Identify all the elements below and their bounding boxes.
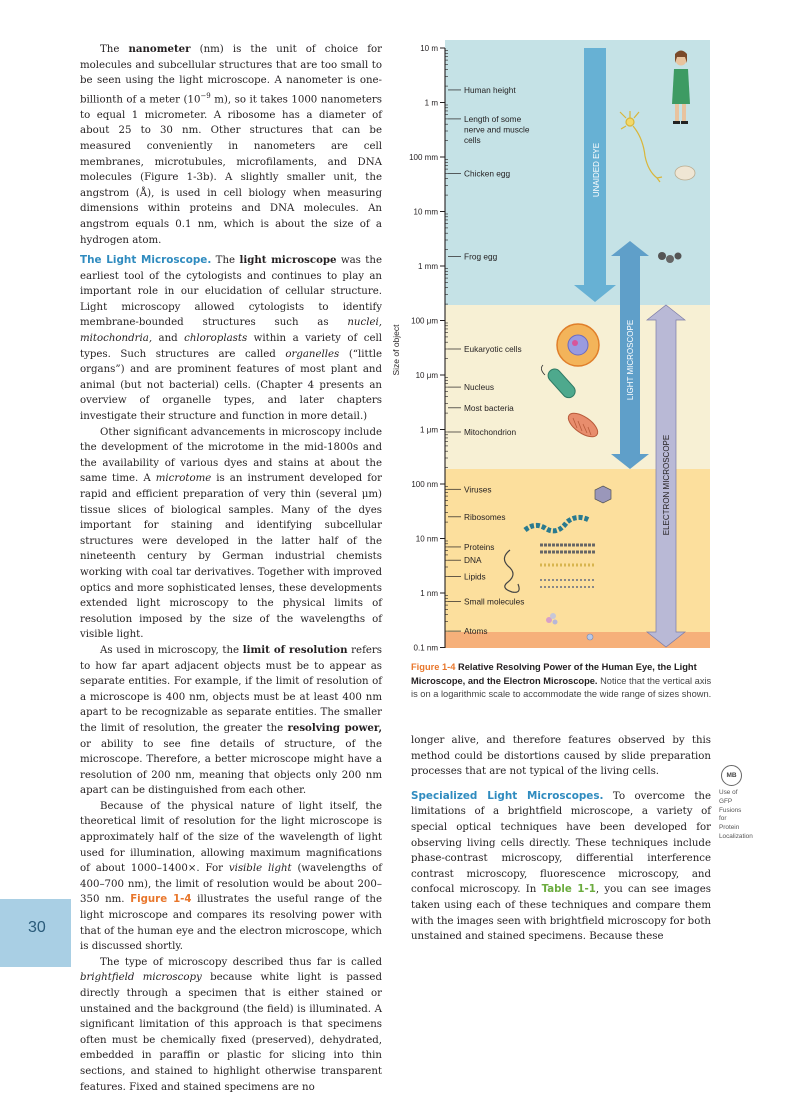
axis-tick-label: 1 nm	[420, 589, 438, 598]
paragraph-light-microscope: The Light Microscope. The light microscope was the earliest tool of the cytologists and continues to play an important role in our elucidation of cellular structure. Light microscopy allowed cytologists to identify membrane-bounded structures such as nuclei, mitochondria, and chloroplasts within a variety of cell types. Such structures are called organelles (“little organs”) and are prominent features of most plant and animal (but not bacterial) cells. (Chapter 4 presents an overview of organelle types, and later chapters investigate their structure and function in more detail.)	[80, 254, 382, 423]
axis-tick-label: 1 mm	[418, 262, 438, 271]
section-heading-light-microscope: The Light Microscope.	[80, 254, 212, 267]
paragraph-brightfield: The type of microscopy described thus far is called brightfield microscopy because white light is passed directly through a specimen that is either stained or unstained and the background (the field) is illuminated. A significant limitation of this approach is that specimens often must be chemically fixed (preserved), dehydrated, embedded in paraffin or plastic for slicing into thin sections, and stained to highlight otherwise transparent features. Fixed and stained specimens are no	[80, 956, 382, 1093]
axis-tick-label: 100 nm	[411, 480, 438, 489]
paragraph-continued: longer alive, and therefore features observed by this method could be distortions caused by slide preparation processes that are not typical of the living cells.	[411, 735, 711, 778]
label-light-microscope: LIGHT MICROSCOPE	[626, 319, 635, 401]
chicken-egg-icon	[675, 166, 695, 180]
margin-note[interactable]: Use of GFP Fusions for Protein Localization	[719, 789, 753, 840]
axis-tick-label: 0.1 nm	[413, 643, 438, 653]
item-label: Mitochondrion	[464, 426, 517, 437]
item-label: Frog egg	[464, 251, 498, 262]
axis-tick-label: 1 m	[424, 98, 438, 108]
axis-tick-label: 1 μm	[420, 425, 438, 435]
virus-icon	[595, 486, 611, 503]
item-label: Chicken egg	[464, 168, 511, 179]
item-label: Nucleus	[464, 382, 494, 393]
paragraph-microtome: Other significant advancements in microscopy include the development of the microtome in the mid-1800s and the availability of various dyes and stains at about the same time. A microtome is an instrument developed for rapid and efficient preparation of very thin (several μm) tissue slices of biological samples. Many of the dyes important for staining and identifying subcellular structures were developed in the latter half of the nineteenth century by German industrial chemists working with coal tar derivatives. Together with improved optics and more sophisticated lenses, these developments extended light microscopy to the physical limits of resolution imposed by the size of the wavelengths of visible light.	[80, 426, 383, 641]
item-label: Viruses	[464, 484, 492, 495]
table-reference-link[interactable]: Table 1-1	[541, 884, 596, 896]
axis-ticks	[409, 44, 445, 653]
figure-reference-link[interactable]: Figure 1-4	[130, 894, 192, 906]
paragraph-physical-nature: Because of the physical nature of light itself, the theoretical limit of resolution for the light microscope is approximately half of the size of the wavelength of light used for illumination, allowing maximum magnifications of about 1000–1400×. For visible light (wavelengths of 400–700 nm), the limit of resolution would be about 200–350 nm. Figure 1-4 illustrates the useful range of the light microscope and compares its resolving power with that of the human eye and the electron microscope, which is discussed shortly.	[80, 800, 382, 953]
section-heading-specialized: Specialized Light Microscopes.	[411, 789, 604, 802]
item-label: Lipids	[464, 571, 486, 582]
item-label: Most bacteria	[464, 402, 514, 413]
axis-tick-label: 100 mm	[409, 153, 438, 162]
media-icon[interactable]: MB	[721, 765, 742, 786]
eukaryotic-cell-icon	[557, 324, 599, 366]
figure-caption: Figure 1-4 Relative Resolving Power of the Human Eye, the Light Microscope, and the Electron Microscope. Notice that the vertical axis is on a logarithmic scale to accommodate the wide range of sizes shown.	[411, 662, 712, 700]
item-label: Ribosomes	[464, 511, 506, 522]
axis-tick-label: 10 mm	[413, 207, 438, 217]
item-label: Human height	[464, 84, 516, 95]
label-unaided-eye: UNAIDED EYE	[592, 142, 601, 198]
item-label: Small molecules	[464, 596, 525, 607]
axis-tick-label: 10 μm	[415, 371, 438, 380]
atom-icon	[587, 634, 593, 640]
item-label: Proteins	[464, 541, 495, 552]
page-number: 30	[28, 919, 46, 936]
left-text-column	[80, 42, 382, 1095]
axis-tick-label: 10 m	[420, 44, 438, 53]
item-label: Length of some nerve and muscle cells	[464, 113, 530, 145]
scale-diagram	[385, 40, 715, 655]
axis-title: Size of object	[391, 324, 401, 376]
paragraph-nanometer: The nanometer (nm) is the unit of choice for molecules and subcellular structures that are too small to be seen using the light microscope. A nanometer is one-billionth of a meter ($10^{-9}$ m), so it takes 1000 nanometers to equal 1 micrometer. A ribosome has a diameter of about 25 to 30 nm. Other structures that can be measured conveniently in nanometers are cell membranes, microtubules, microfilaments, and DNA molecules (Figure 1-3b). A slightly smaller unit, the angstrom (Å), is used in cell biology when measuring dimensions within proteins and DNA molecules. An angstrom equals 0.1 nm, which is about the size of a hydrogen atom.	[80, 43, 383, 246]
right-text-column	[411, 733, 711, 945]
paragraph-limit-of-resolution: As used in microscopy, the limit of resolution refers to how far apart adjacent objects must be to appear as separate entities. For example, if the limit of resolution of a microscope is 400 nm, objects must be at least 400 nm apart to be recognizable as separate entities. The smaller the limit of resolution, the greater the resolving power, or ability to see fine details of structure, of the microscope. Therefore, a better microscope might have a resolution of 200 nm, meaning that objects only 200 nm apart can be distinguished from each other.	[80, 643, 382, 797]
label-electron-microscope: ELECTRON MICROSCOPE	[662, 434, 671, 536]
figure-1-4	[385, 40, 715, 659]
item-label: Atoms	[464, 626, 488, 637]
axis-tick-label: 100 μm	[411, 316, 438, 326]
paragraph-specialized-microscopes: Specialized Light Microscopes. To overcome the limitations of a brightfield microscope, a variety of special optical techniques have been developed for observing living cells directly. These techniques include phase-contrast microscopy, differential interference contrast microscopy, fluorescence microscopy, and confocal microscopy. In Table 1-1, you can see images taken using each of these techniques and compare them with the images seen with brightfield microscopy for both unstained and stained specimens. Because these	[411, 789, 712, 943]
axis-tick-label: 10 nm	[415, 534, 438, 544]
item-label: Eukaryotic cells	[464, 343, 522, 354]
item-label: DNA	[464, 555, 482, 566]
